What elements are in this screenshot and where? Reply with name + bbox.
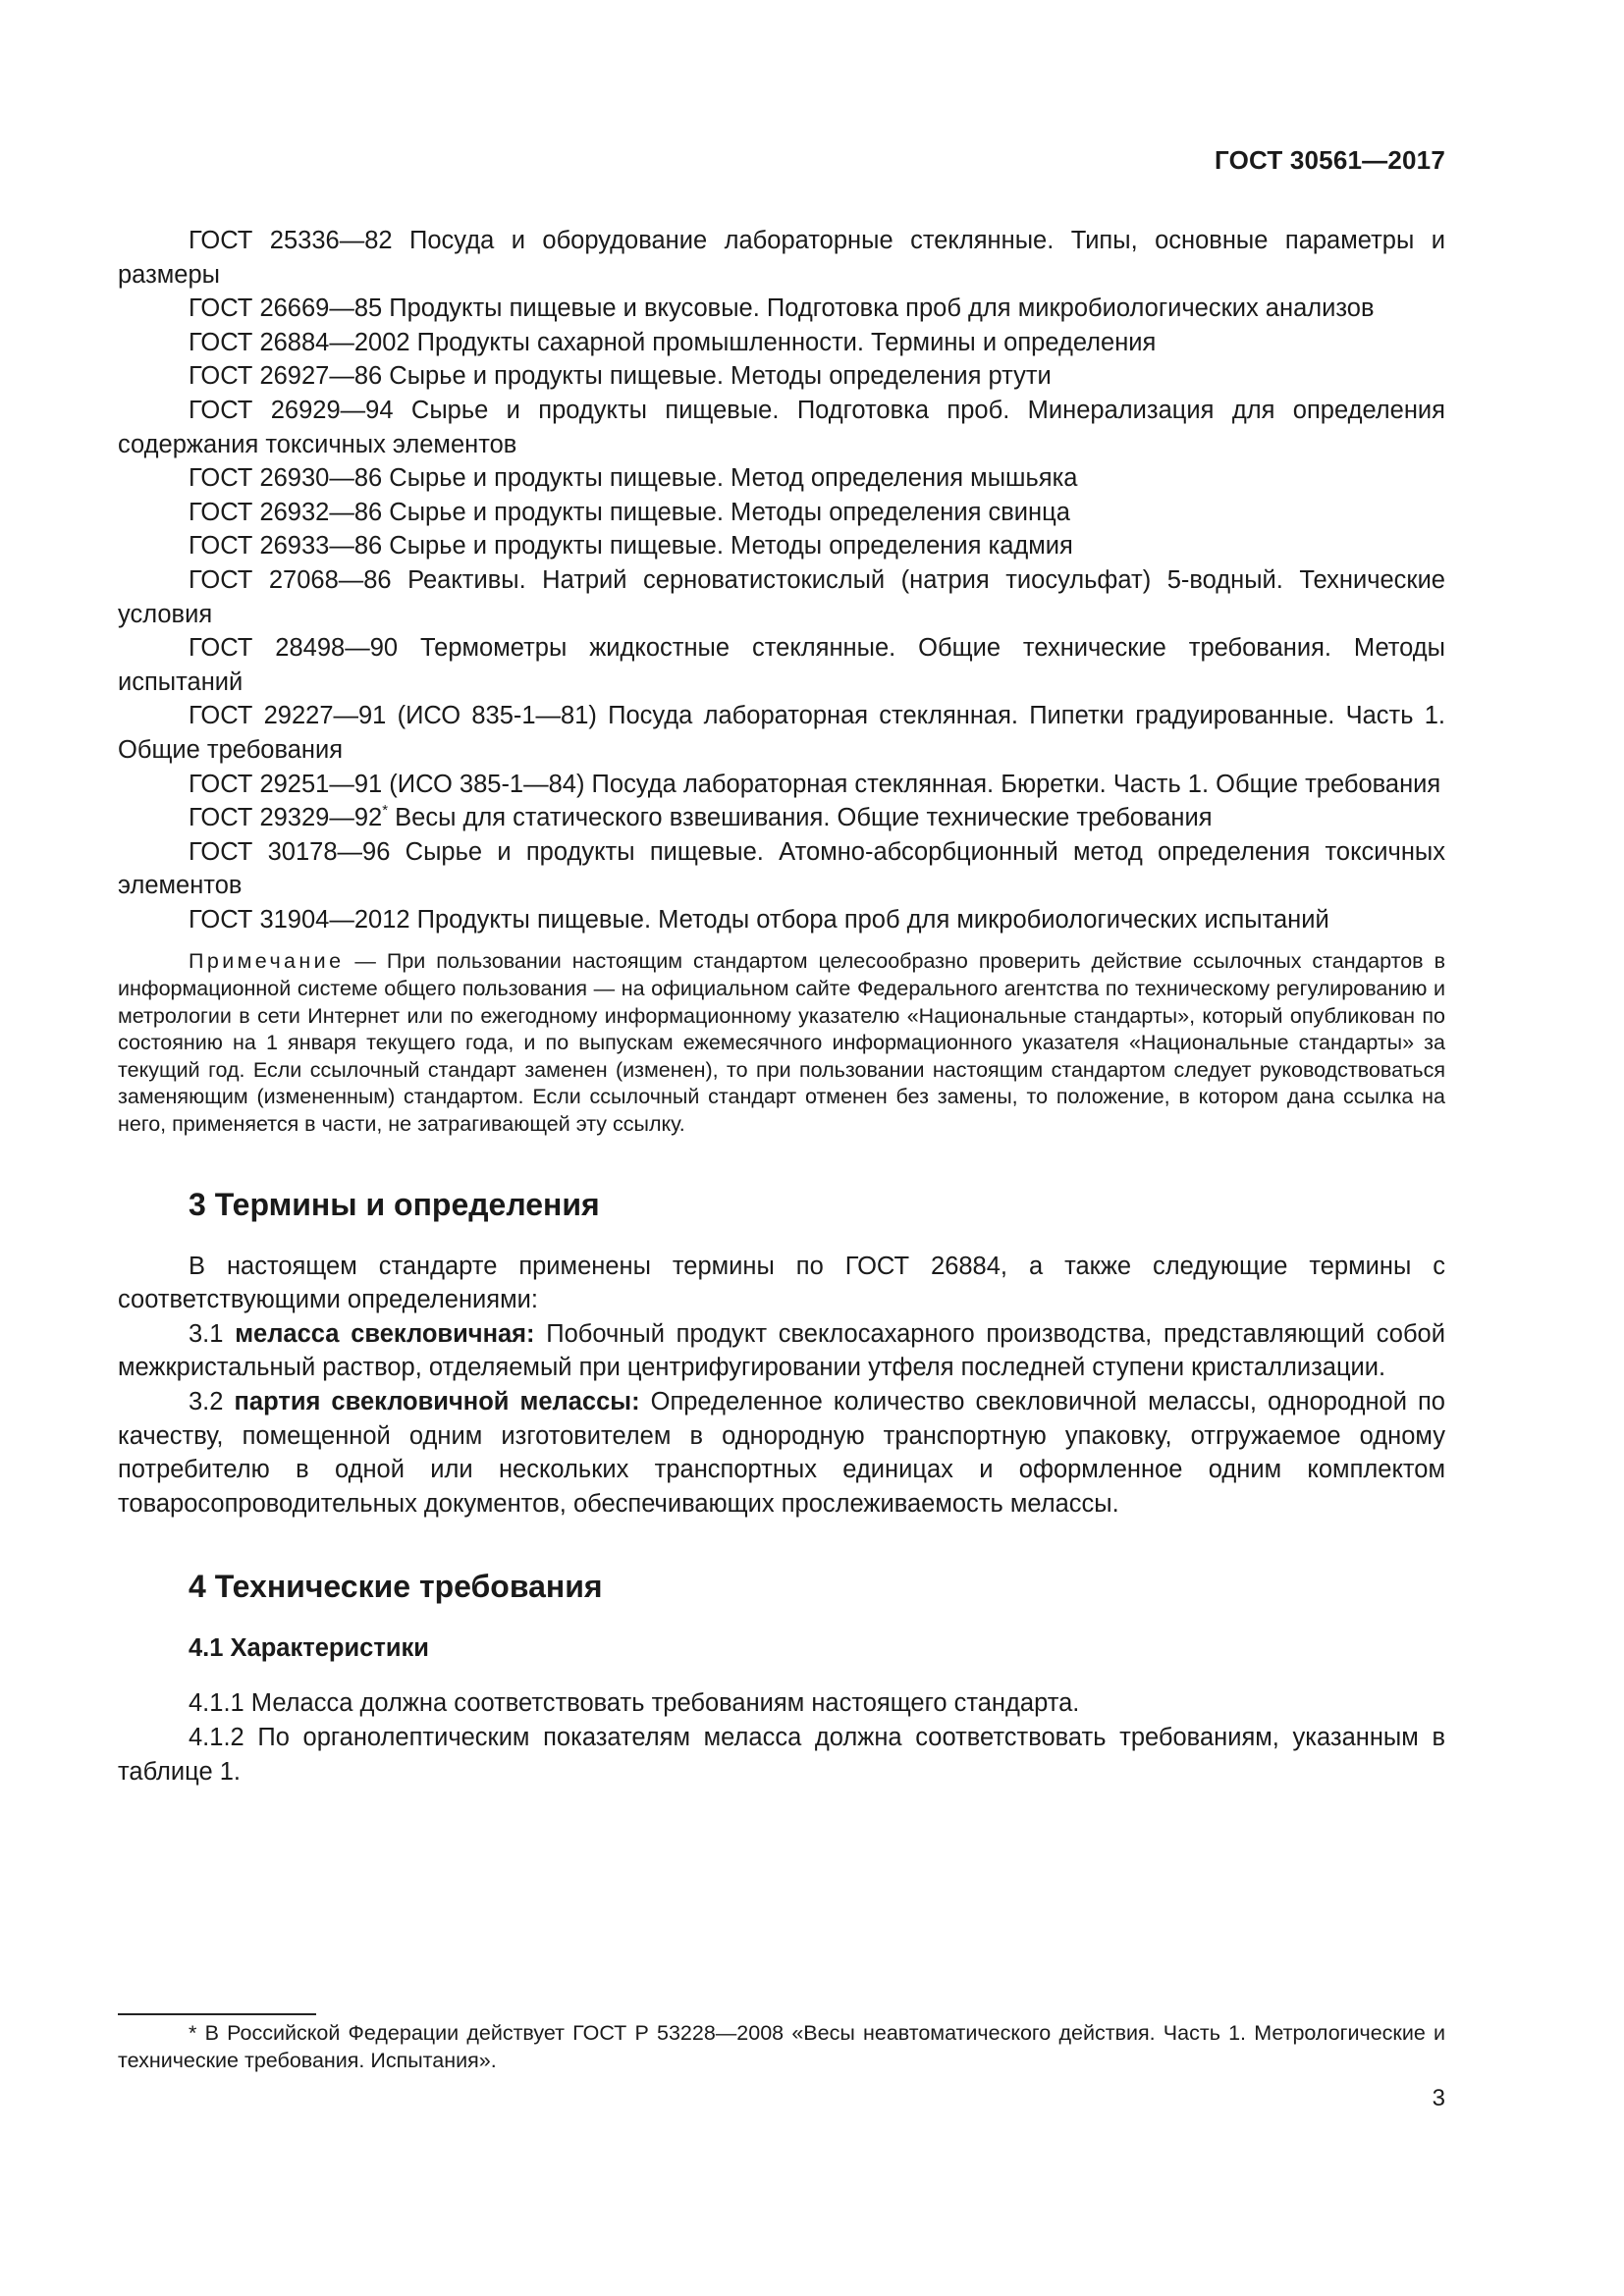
footnote: * В Российской Федерации действует ГОСТ Р 53228—2008 «Весы неавтоматического действия. Часть 1. Метрологические и технические требования. Испытания». <box>118 2021 1445 2072</box>
reference-item-with-footnote <box>118 801 1445 835</box>
term-number: 3.1 <box>189 1319 236 1348</box>
term-text: Определенное количество свекловичной мелассы, однородной по качеству, помещенной одним изготовителем в однородную транспортную упаковку, отгружаемое одному потребителю в одной или нескольких транспортных единицах и оформленное одним комплектом товаросопроводительных документов, обеспечивающих прослеживаемость мелассы. <box>118 1388 1445 1518</box>
note-text: — При пользовании настоящим стандартом целесообразно проверить действие ссылочных стандартов в информационной системе общего пользования — на официальном сайте Федерального агентства по техническому регулированию и метрологии в сети Интернет или по ежегодному информационному указателю «Национальные стандарты», который опубликован по состоянию на 1 января текущего года, и по выпускам ежемесячного информационного указателя «Национальные стандарты» за текущий год. Если ссылочный стандарт заменен (изменен), то при пользовании настоящим стандартом следует руководствоваться заменяющим (измененным) стандартом. Если ссылочный стандарт отменен без замены, то положение, в котором дана ссылка на него, применяется в части, не затрагивающей эту ссылку. <box>118 949 1445 1137</box>
section-4-body <box>118 1686 1445 1789</box>
reference-item: ГОСТ 29251—91 (ИСО 385-1—84) Посуда лабораторная стеклянная. Бюретки. Часть 1. Общие требования <box>189 770 1441 798</box>
note-block <box>118 948 1445 1138</box>
reference-item: ГОСТ 26933—86 Сырье и продукты пищевые. Методы определения кадмия <box>189 532 1073 561</box>
note-label: Примечание <box>189 949 345 974</box>
normative-references-list <box>118 224 1445 936</box>
term-name: меласса свекловичная: <box>235 1319 535 1348</box>
page-content <box>118 224 1445 1789</box>
reference-item: ГОСТ 26929—94 Сырье и продукты пищевые. Подготовка проб. Минерализация для определения содержания токсичных элементов <box>118 396 1445 458</box>
footnote-divider <box>118 2013 316 2015</box>
reference-item: ГОСТ 26930—86 Сырье и продукты пищевые. Метод определения мышьяка <box>189 464 1078 493</box>
term-definition <box>118 1385 1445 1521</box>
reference-title: Весы для статического взвешивания. Общие технические требования <box>388 804 1213 832</box>
section-3-body <box>118 1250 1445 1522</box>
section-4-heading: 4 Технические требования <box>189 1569 603 1605</box>
document-code-header: ГОСТ 30561—2017 <box>1215 145 1445 175</box>
reference-item: ГОСТ 26669—85 Продукты пищевые и вкусовые. Подготовка проб для микробиологических анализов <box>189 294 1375 323</box>
subsection-4-1-heading: 4.1 Характеристики <box>189 1634 429 1663</box>
reference-item: ГОСТ 27068—86 Реактивы. Натрий серноватистокислый (натрия тиосульфат) 5-водный. Технические условия <box>118 565 1445 628</box>
page-number: 3 <box>1432 2085 1445 2111</box>
reference-item: ГОСТ 26927—86 Сырье и продукты пищевые. Методы определения ртути <box>189 362 1052 391</box>
reference-item: ГОСТ 28498—90 Термометры жидкостные стеклянные. Общие технические требования. Методы испытаний <box>118 634 1445 696</box>
term-definition <box>118 1317 1445 1385</box>
reference-item: ГОСТ 30178—96 Сырье и продукты пищевые. Атомно-абсорбционный метод определения токсичных элементов <box>118 837 1445 900</box>
requirement-paragraph: 4.1.1 Меласса должна соответствовать требованиям настоящего стандарта. <box>189 1689 1080 1718</box>
term-number: 3.2 <box>189 1388 235 1415</box>
term-text: Побочный продукт свеклосахарного производства, представляющий собой межкристальный раствор, отделяемый при центрифугировании утфеля последней ступени кристаллизации. <box>118 1319 1445 1382</box>
term-name: партия свекловичной мелассы: <box>234 1388 640 1415</box>
section-3-heading: 3 Термины и определения <box>189 1186 600 1222</box>
reference-item: ГОСТ 25336—82 Посуда и оборудование лабораторные стеклянные. Типы, основные параметры и размеры <box>118 227 1445 289</box>
reference-item: ГОСТ 31904—2012 Продукты пищевые. Методы отбора проб для микробиологических испытаний <box>189 905 1329 934</box>
reference-item: ГОСТ 26884—2002 Продукты сахарной промышленности. Термины и определения <box>189 328 1157 356</box>
reference-item: ГОСТ 29227—91 (ИСО 835-1—81) Посуда лабораторная стеклянная. Пипетки градуированные. Часть 1. Общие требования <box>118 702 1445 764</box>
requirement-paragraph: 4.1.2 По органолептическим показателям меласса должна соответствовать требованиям, указанным в таблице 1. <box>118 1723 1445 1786</box>
reference-code: ГОСТ 29329—92 <box>189 804 383 832</box>
reference-item: ГОСТ 26932—86 Сырье и продукты пищевые. Методы определения свинца <box>189 498 1070 526</box>
footnote-marker: * <box>382 801 389 819</box>
section-3-intro: В настоящем стандарте применены термины по ГОСТ 26884, а также следующие термины с соответствующими определениями: <box>118 1252 1445 1314</box>
